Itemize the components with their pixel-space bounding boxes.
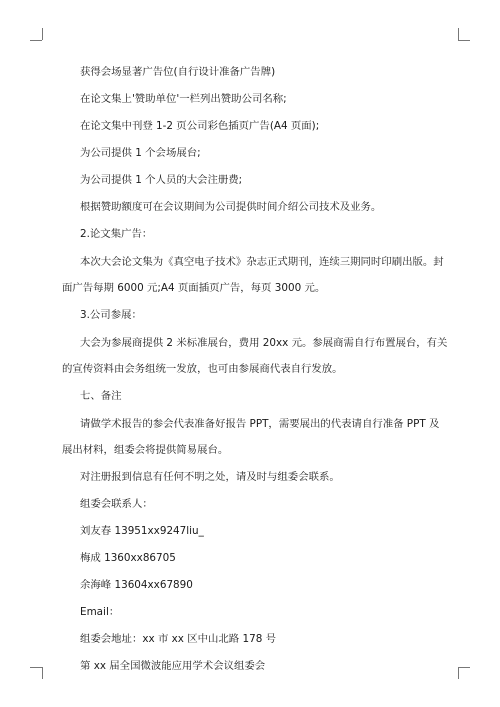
section-heading-ads: 2.论文集广告： (80, 228, 153, 240)
paragraph-notes (62, 417, 440, 457)
text-line: 在论文集中刊登 1-2 页公司彩色插页广告(A4 页面); (80, 120, 320, 132)
document-page (62, 66, 448, 687)
organizer-line: 第 xx 届全国微波能应用学术会议组委会 (80, 660, 266, 672)
contact-person: 刘友春 13951xx9247liu_ (80, 525, 204, 537)
contacts-label: 组委会联系人： (80, 498, 153, 510)
text-line: 为公司提供 1 个会场展台; (80, 147, 201, 159)
paragraph-line: 的宣传资料由会务组统一发放，也可由参展商代表自行发放。 (62, 363, 343, 375)
paragraph-line: 面广告每期 6000 元;A4 页面插页广告，每页 3000 元。 (62, 282, 326, 294)
paragraph-ads (62, 255, 444, 295)
section-heading-exhibit: 3.公司参展： (80, 309, 142, 321)
text-line: 为公司提供 1 个人员的大会注册费; (80, 174, 243, 186)
email-label: Email： (80, 606, 120, 618)
address-line: 组委会地址：xx 市 xx 区中山北路 178 号 (80, 633, 277, 645)
paragraph-line: 大会为参展商提供 2 米标准展台，费用 20xx 元。参展商需自行布置展台，有关 (80, 337, 448, 349)
text-line: 对注册报到信息有任何不明之处，请及时与组委会联系。 (80, 471, 340, 483)
text-line: 在论文集上'赞助单位'一栏列出赞助公司名称; (80, 93, 287, 105)
paragraph-line: 本次大会论文集为《真空电子技术》杂志正式期刊，连续三期同时印刷出版。封 (80, 256, 444, 268)
text-line: 根据赞助额度可在会议期间为公司提供时间介绍公司技术及业务。 (80, 201, 382, 213)
paragraph-exhibit (62, 336, 448, 376)
contact-person: 余海峰 13604xx67890 (80, 579, 193, 591)
text-line: 获得会场显著广告位(自行设计准备广告牌) (80, 66, 276, 78)
section-heading-notes: 七、备注 (80, 390, 122, 402)
paragraph-line: 展出材料，组委会将提供简易展台。 (62, 444, 229, 456)
paragraph-line: 请做学术报告的参会代表准备好报告 PPT，需要展出的代表请自行准备 PPT 及 (80, 418, 440, 430)
contact-person: 梅成 1360xx86705 (80, 552, 176, 564)
